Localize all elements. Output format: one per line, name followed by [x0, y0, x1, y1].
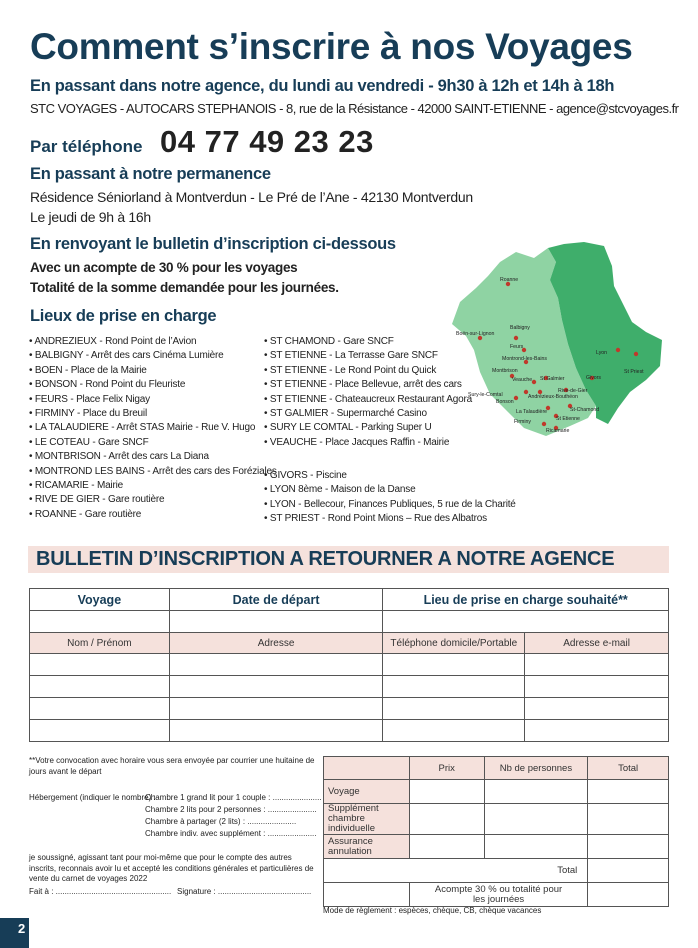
declaration-text: je soussigné, agissant tant pour moi-même que pour le compte des autres inscrits, reconnais avoir lu et accepté les conditions générales et particulières de vente du carnet de voyages 2022	[29, 853, 314, 883]
persons-field[interactable]	[484, 804, 588, 835]
pickup-item: • MONTROND LES BAINS - Arrêt des cars des Foréziales	[29, 465, 277, 479]
hebergement-label: Hébergement (indiquer le nombre) :	[29, 793, 156, 802]
persons-header: Nb de personnes	[484, 757, 588, 780]
price-field[interactable]	[409, 835, 484, 859]
pickup-place-header: Lieu de prise en charge souhaité**	[383, 589, 669, 611]
town-label: Ricamarie	[546, 428, 570, 434]
pickup-item: • ST GALMIER - Supermarché Casino	[264, 407, 472, 421]
permanence-hours: Le jeudi de 9h à 16h	[30, 209, 151, 225]
phone-field[interactable]	[383, 698, 525, 720]
town-label: Balbigny	[510, 325, 530, 331]
town-label: Bonson	[496, 399, 514, 405]
deposit-journees-line: Totalité de la somme demandée pour les journées.	[30, 280, 339, 295]
name-header: Nom / Prénom	[30, 633, 170, 654]
pickup-item: • FIRMINY - Place du Breuil	[29, 407, 277, 421]
deposit-voyages-line: Avec un acompte de 30 % pour les voyages	[30, 260, 298, 275]
pickup-item: • RIVE DE GIER - Gare routière	[29, 493, 277, 507]
town-label: Veauche	[512, 377, 533, 383]
room-option: Chambre à partager (2 lits) : ......................	[145, 817, 297, 826]
town-label: Lyon	[596, 350, 608, 356]
pickup-item: • ST PRIEST - Rond Point Mions – Rue des Albatros	[264, 512, 516, 526]
pickup-item: • GIVORS - Piscine	[264, 469, 516, 483]
town-label: St Galmier	[540, 376, 565, 382]
town-label: Feurs	[510, 344, 524, 350]
town-label: Rive-de-Gier	[558, 388, 588, 394]
email-header: Adresse e-mail	[525, 633, 669, 654]
pickup-item: • ST ETIENNE - Place Bellevue, arrêt des cars	[264, 378, 472, 392]
email-field[interactable]	[525, 654, 669, 676]
pickup-item: • LE COTEAU - Gare SNCF	[29, 436, 277, 450]
phone-label: Par téléphone	[30, 137, 143, 156]
permanence-place: Résidence Séniorland à Montverdun - Le Pré de l’Ane - 42130 Montverdun	[30, 189, 473, 205]
price-field[interactable]	[409, 780, 484, 804]
price-field[interactable]	[409, 804, 484, 835]
pickup-item: • ST ETIENNE - La Terrasse Gare SNCF	[264, 349, 472, 363]
town-label: Givors	[586, 375, 601, 381]
name-field[interactable]	[30, 698, 170, 720]
name-field[interactable]	[30, 654, 170, 676]
town-label: Firminy	[514, 419, 532, 425]
address-field[interactable]	[169, 720, 383, 742]
phone-field[interactable]	[383, 654, 525, 676]
town-label: St-Chamond	[570, 407, 600, 413]
voyage-header: Voyage	[30, 589, 170, 611]
town-label: Boën-sur-Lignon	[456, 331, 495, 337]
pickup-item: • ST ETIENNE - Le Rond Point du Quick	[264, 364, 472, 378]
town-label: Montrond-les-Bains	[502, 356, 547, 362]
deposit-label: Acompte 30 % ou totalité pour les journées	[409, 883, 587, 907]
pickup-item: • ST ETIENNE - Chateaucreux Restaurant Agora	[264, 393, 472, 407]
price-table	[323, 756, 669, 907]
deposit-field[interactable]	[588, 883, 669, 907]
pickup-item: • ANDREZIEUX - Rond Point de l’Avion	[29, 335, 277, 349]
permanence-heading: En passant à notre permanence	[30, 165, 271, 183]
pickup-item: • ROANNE - Gare routière	[29, 508, 277, 522]
agency-address: STC VOYAGES - AUTOCARS STEPHANOIS - 8, rue de la Résistance - 42000 SAINT-ETIENNE - agence@stcvoyages.fr	[30, 101, 679, 116]
registration-table	[29, 588, 669, 742]
row-label: Supplément chambre individuelle	[324, 804, 410, 835]
bulletin-return-heading: En renvoyant le bulletin d’inscription ci-dessous	[30, 235, 396, 253]
phone-header: Téléphone domicile/Portable	[383, 633, 525, 654]
pickup-item: • VEAUCHE - Place Jacques Raffin - Mairie	[264, 436, 472, 450]
departure-date-field[interactable]	[169, 611, 383, 633]
pickup-item: • MONTBRISON - Arrêt des cars La Diana	[29, 450, 277, 464]
page-title: Comment s’inscrire à nos Voyages	[30, 26, 633, 67]
table-row	[30, 698, 669, 720]
pickup-item: • FEURS - Place Felix Nigay	[29, 393, 277, 407]
pickup-item: • BOEN - Place de la Mairie	[29, 364, 277, 378]
table-row	[324, 883, 669, 907]
total-field[interactable]	[588, 780, 669, 804]
address-field[interactable]	[169, 698, 383, 720]
table-row	[324, 835, 669, 859]
town-label: St Priest	[624, 369, 644, 375]
room-option: Chambre 1 grand lit pour 1 couple : ......................	[145, 793, 322, 802]
table-row	[30, 720, 669, 742]
pickup-heading: Lieux de prise en charge	[30, 307, 217, 325]
pickup-list-1	[29, 335, 277, 522]
region-map	[446, 240, 666, 460]
signature-field[interactable]: Signature : ..........................................	[177, 887, 312, 896]
page-number: 2	[0, 918, 29, 948]
departure-date-header: Date de départ	[169, 589, 383, 611]
phone-field[interactable]	[383, 676, 525, 698]
pickup-item: • LYON 8ème - Maison de la Danse	[264, 483, 516, 497]
pickup-place-field[interactable]	[383, 611, 669, 633]
email-field[interactable]	[525, 676, 669, 698]
phone-field[interactable]	[383, 720, 525, 742]
payment-methods: Mode de règlement : espèces, chèque, CB, chèque vacances	[323, 906, 542, 915]
row-label: Assurance annulation	[324, 835, 410, 859]
room-option: Chambre 2 lits pour 2 personnes : ......................	[145, 805, 317, 814]
town-label: Andrézieux-Bouthéon	[528, 394, 578, 400]
town-label: La Talaudière	[516, 409, 548, 415]
grand-total-field[interactable]	[588, 859, 669, 883]
total-field[interactable]	[588, 804, 669, 835]
name-field[interactable]	[30, 676, 170, 698]
pickup-item: • LA TALAUDIERE - Arrêt STAS Mairie - Rue V. Hugo	[29, 421, 277, 435]
email-field[interactable]	[525, 698, 669, 720]
table-row	[324, 804, 669, 835]
address-header: Adresse	[169, 633, 383, 654]
room-option: Chambre indiv. avec supplément : ......................	[145, 829, 317, 838]
town-label: Roanne	[500, 277, 519, 283]
town-label: Montbrison	[492, 368, 518, 374]
persons-field[interactable]	[484, 835, 588, 859]
voyage-field[interactable]	[30, 611, 170, 633]
address-field[interactable]	[169, 654, 383, 676]
email-field[interactable]	[525, 720, 669, 742]
table-row	[324, 859, 669, 883]
grand-total-label: Total	[324, 859, 588, 883]
pickup-item: • ST CHAMOND - Gare SNCF	[264, 335, 472, 349]
table-row	[30, 654, 669, 676]
pickup-item: • LYON - Bellecour, Finances Publiques, 5 rue de la Charité	[264, 498, 516, 512]
name-field[interactable]	[30, 720, 170, 742]
town-label: St Etienne	[556, 416, 580, 422]
price-header: Prix	[409, 757, 484, 780]
total-header: Total	[588, 757, 669, 780]
address-field[interactable]	[169, 676, 383, 698]
pickup-item: • BONSON - Rond Point du Fleuriste	[29, 378, 277, 392]
table-row	[30, 676, 669, 698]
table-row	[324, 780, 669, 804]
pickup-item: • BALBIGNY - Arrêt des cars Cinéma Lumière	[29, 349, 277, 363]
row-label: Voyage	[324, 780, 410, 804]
fait-a-field[interactable]: Fait à : ....................................................	[29, 887, 172, 896]
persons-field[interactable]	[484, 780, 588, 804]
phone-number: 04 77 49 23 23	[160, 124, 374, 159]
pickup-list-3	[264, 469, 516, 527]
bulletin-title: BULLETIN D’INSCRIPTION A RETOURNER A NOTRE AGENCE	[36, 548, 615, 570]
pickup-item: • RICAMARIE - Mairie	[29, 479, 277, 493]
total-field[interactable]	[588, 835, 669, 859]
agency-hours-heading: En passant dans notre agence, du lundi au vendredi - 9h30 à 12h et 14h à 18h	[30, 77, 615, 95]
pickup-item: • SURY LE COMTAL - Parking Super U	[264, 421, 472, 435]
pickup-list-2	[264, 335, 472, 450]
town-label: Sury-le-Comtal	[468, 392, 503, 398]
convocation-note: **Votre convocation avec horaire vous sera envoyée par courrier une huitaine de jours avant le départ	[29, 756, 315, 776]
